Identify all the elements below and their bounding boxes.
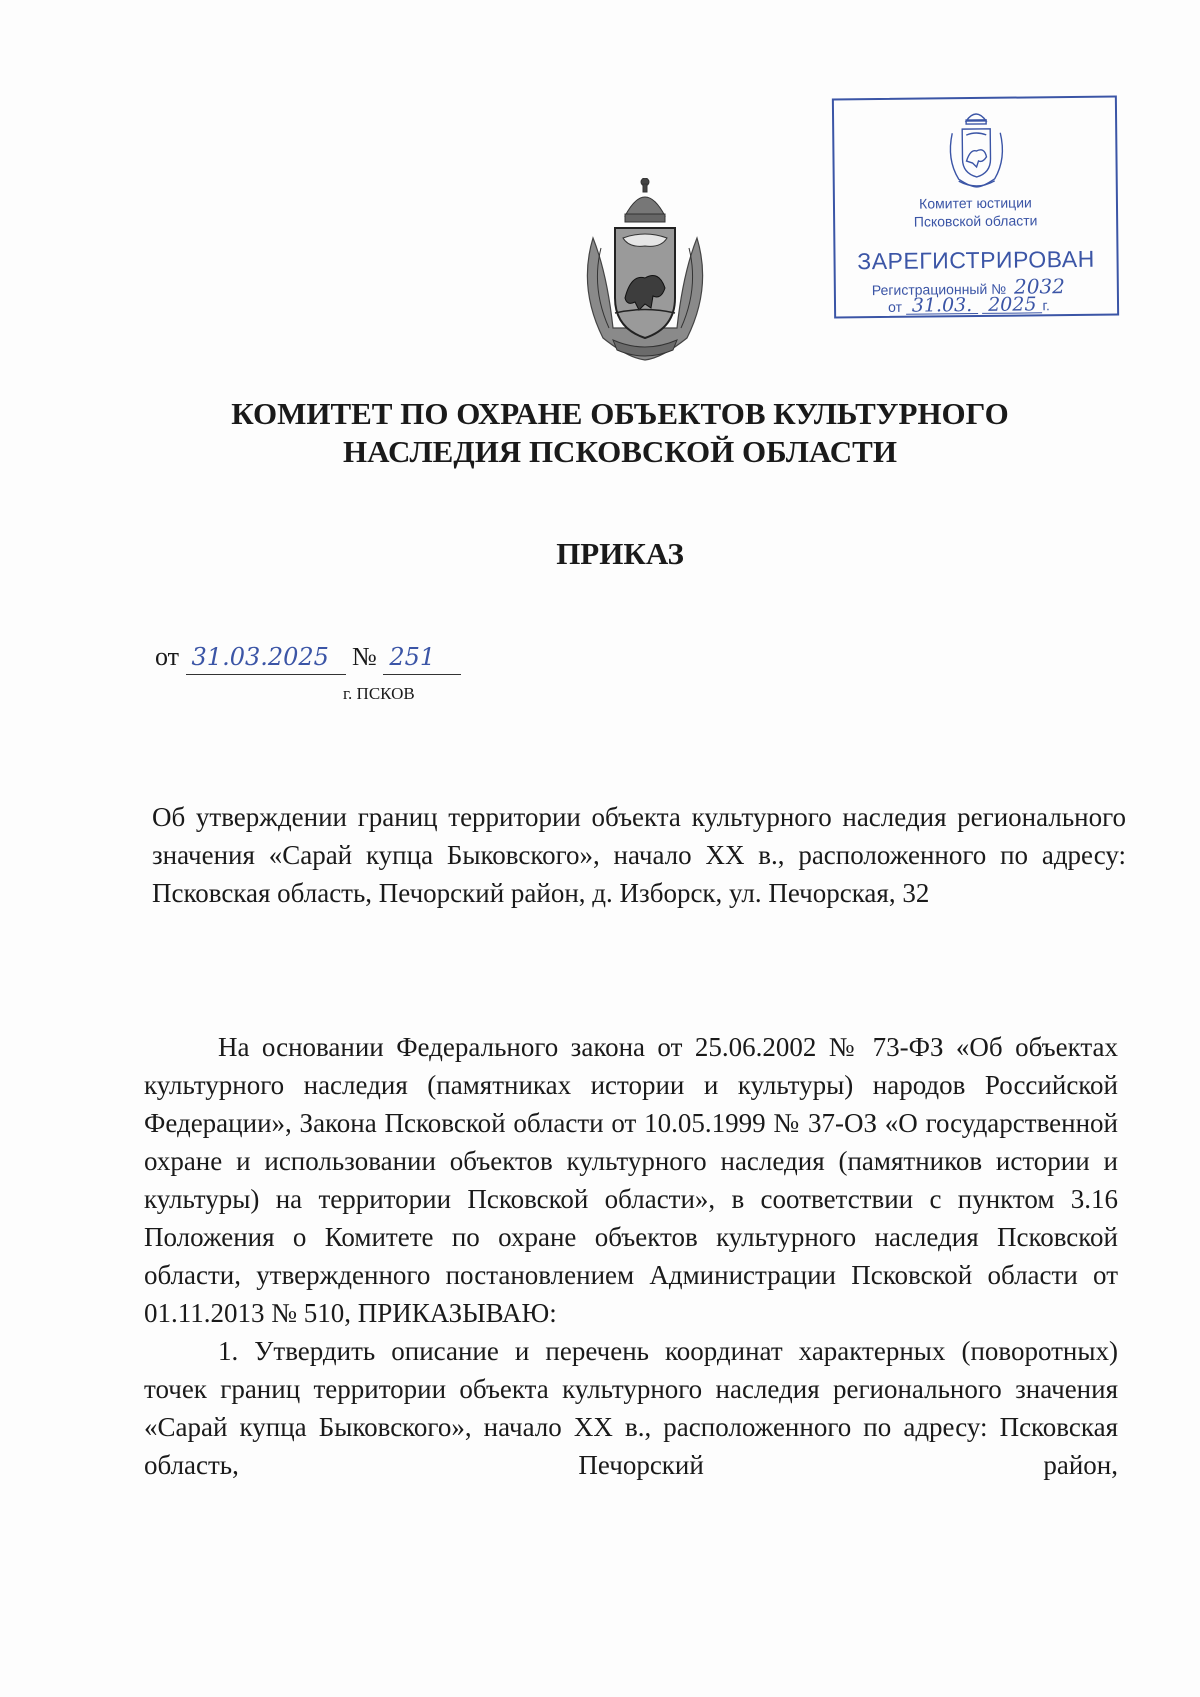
stamp-date-year: 2025	[982, 296, 1043, 314]
order-date-prefix: от	[155, 642, 180, 671]
coat-of-arms-emblem	[573, 178, 718, 363]
stamp-registered: ЗАРЕГИСТРИРОВАН	[857, 245, 1095, 275]
stamp-emblem-icon	[944, 107, 1009, 190]
stamp-org-line2: Псковской области	[913, 212, 1038, 230]
order-body	[144, 1028, 1118, 1484]
committee-title	[0, 395, 1200, 471]
registration-stamp	[832, 96, 1119, 319]
order-number-value: 251	[383, 640, 461, 675]
order-number-label: №	[352, 642, 377, 671]
stamp-date	[887, 293, 1050, 317]
committee-title-line1: КОМИТЕТ ПО ОХРАНЕ ОБЪЕКТОВ КУЛЬТУРНОГО	[231, 396, 1009, 431]
order-city: г. ПСКОВ	[343, 684, 415, 703]
stamp-date-value: 31.03.	[906, 297, 979, 315]
item-1-paragraph: 1. Утвердить описание и перечень координат характерных (поворотных) точек границ территории объекта культурного наследия регионального значения «Сарай купца Быковского», начало XX в., расположенного по адресу: Псковская область, Печорский район,	[144, 1336, 1118, 1480]
order-subject: Об утверждении границ территории объекта культурного наследия регионального значения «Сарай купца Быковского», начало XX в., расположенного по адресу: Псковская область, Печорский район, д. Изборск, ул. Печорская, 32	[152, 802, 1126, 908]
stamp-date-suffix: г.	[1042, 297, 1050, 314]
stamp-reg-number-value: 2032	[1013, 274, 1066, 299]
stamp-reg-number-label: Регистрационный №	[871, 280, 1007, 299]
order-date-value: 31.03.2025	[186, 640, 346, 675]
stamp-org-line1: Комитет юстиции	[919, 194, 1032, 212]
committee-title-line2: НАСЛЕДИЯ ПСКОВСКОЙ ОБЛАСТИ	[343, 434, 897, 469]
document-type-title: ПРИКАЗ	[556, 536, 684, 571]
preamble-paragraph: На основании Федерального закона от 25.06.2002 № 73-ФЗ «Об объектах культурного наследия (памятниках истории и культуры) народов Российской Федерации», Закона Псковской области от 10.05.1999 № 37-ОЗ «О государственной охране и использовании объектов культурного наследия (памятников истории и культуры) на территории Псковской области», в соответствии с пунктом 3.16 Положения о Комитете по охране объектов культурного наследия Псковской области, утвержденного постановлением Администрации Псковской области от 01.11.2013 № 510, ПРИКАЗЫВАЮ:	[144, 1032, 1118, 1328]
stamp-date-prefix: от	[887, 298, 903, 315]
order-date-number	[155, 640, 461, 675]
